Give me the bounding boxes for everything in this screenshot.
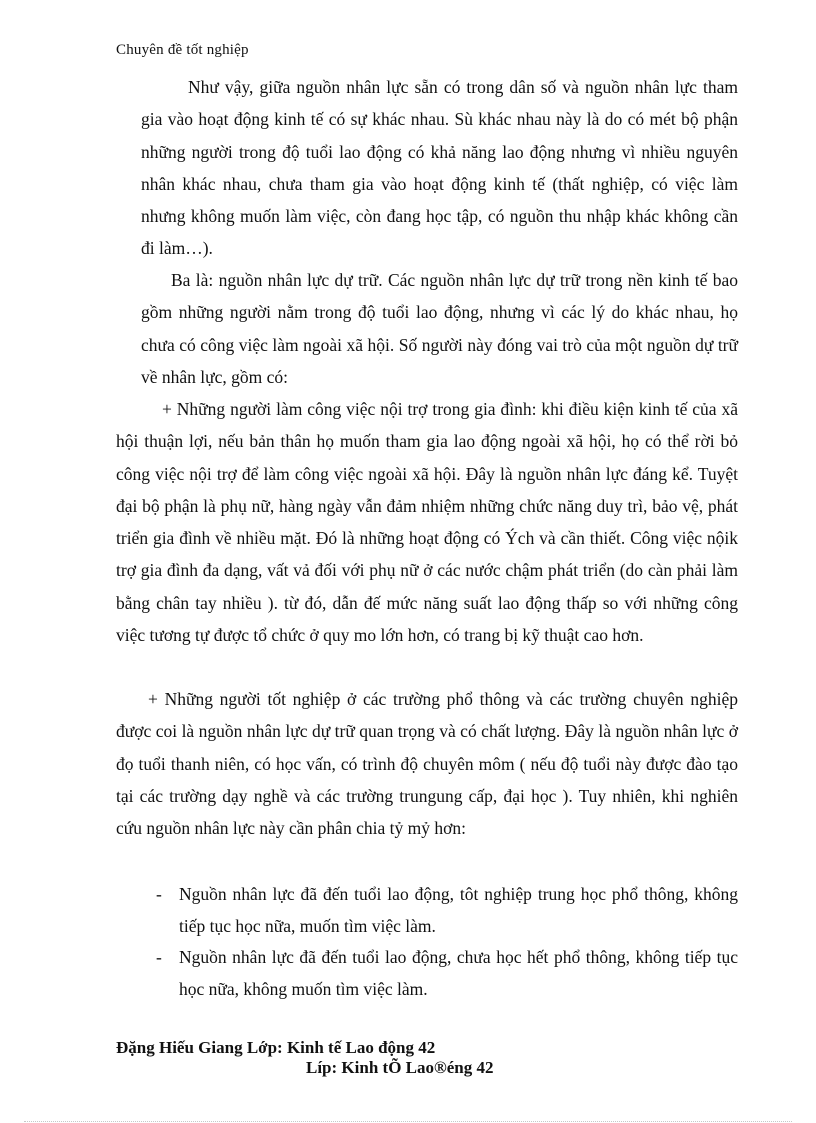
dash-bullet: - xyxy=(156,884,162,904)
paragraph-2: Ba là: nguồn nhân lực dự trữ. Các nguồn nhân lực dự trữ trong nền kinh tế bao gồm những người nằm trong độ tuổi lao động, nhưng vì các lý do khác nhau, họ chưa có công việc làm ngoài xã hội. Số người này đóng vai trò của một nguồn dự trữ về nhân lực, gồm có: xyxy=(141,270,738,387)
dash-item-text: Nguồn nhân lực đã đến tuổi lao động, chưa học hết phổ thông, không tiếp tục học nữa, không muốn tìm việc làm. xyxy=(179,947,738,1000)
page-header-title: Chuyên đề tốt nghiệp xyxy=(116,42,249,58)
paragraph-1: Như vậy, giữa nguồn nhân lực sẵn có trong dân số và nguồn nhân lực tham gia vào hoạt động kinh tế có sự khác nhau. Sù khác nhau này là do có mét bộ phận những người trong độ tuổi lao động có khả năng lao động nhưng vì nhiều nguyên nhân khác nhau, chưa tham gia vào hoạt động kinh tế (thất nghiệp, có việc làm nhưng không muốn làm việc, còn đang học tập, có nguồn thu nhập khác không cần đi làm…). xyxy=(141,77,738,259)
footer-author-line: Đặng Hiếu Giang Lớp: Kinh tế Lao động 42 xyxy=(116,1038,436,1057)
dash-item-text: Nguồn nhân lực đã đến tuổi lao động, tôt nghiệp trung học phổ thông, không tiếp tục học nữa, muốn tìm việc làm. xyxy=(179,884,738,937)
paragraph-4: + Những người tốt nghiệp ở các trường phổ thông và các trường chuyên nghiệp được coi là nguồn nhân lực dự trữ quan trọng và có chất lượng. Đây là nguồn nhân lực ở đọ tuổi thanh niên, có học vấn, có trình độ chuyên môm ( nếu độ tuổi này được đào tạo tại các trường dạy nghề và các trường trungung cấp, đại học ). Tuy nhiên, khi nghiên cứu nguồn nhân lực này cần phân chia tỷ mỷ hơn: xyxy=(116,689,738,839)
paragraph-3: + Những người làm công việc nội trợ trong gia đình: khi điều kiện kinh tế của xã hội thuận lợi, nếu bản thân họ muốn tham gia lao động ngoài xã hội, họ có thể rời bỏ công việc nội trợ để làm công việc ngoài xã hội. Đây là nguồn nhân lực đáng kể. Tuyệt đại bộ phận là phụ nữ, hàng ngày vẫn đảm nhiệm những chức năng duy trì, bảo vệ, phát triển gia đình về nhiều mặt. Đó là những hoạt động có Ých và cần thiết. Công việc nộik trợ gia đình đa dạng, vất vả đối với phụ nữ ở các nước chậm phát triển (do càn phải làm bằng chân tay nhiều ). từ đó, dẫn đế mức năng suất lao động thấp so với những công việc tương tự được tổ chức ở quy mo lớn hơn, có trang bị kỹ thuật cao hơn. xyxy=(116,399,738,646)
dash-bullet: - xyxy=(156,947,162,967)
footer-class-line: Líp: Kinh tÕ Lao®éng 42 xyxy=(306,1058,494,1077)
page-bottom-divider xyxy=(24,1121,792,1122)
